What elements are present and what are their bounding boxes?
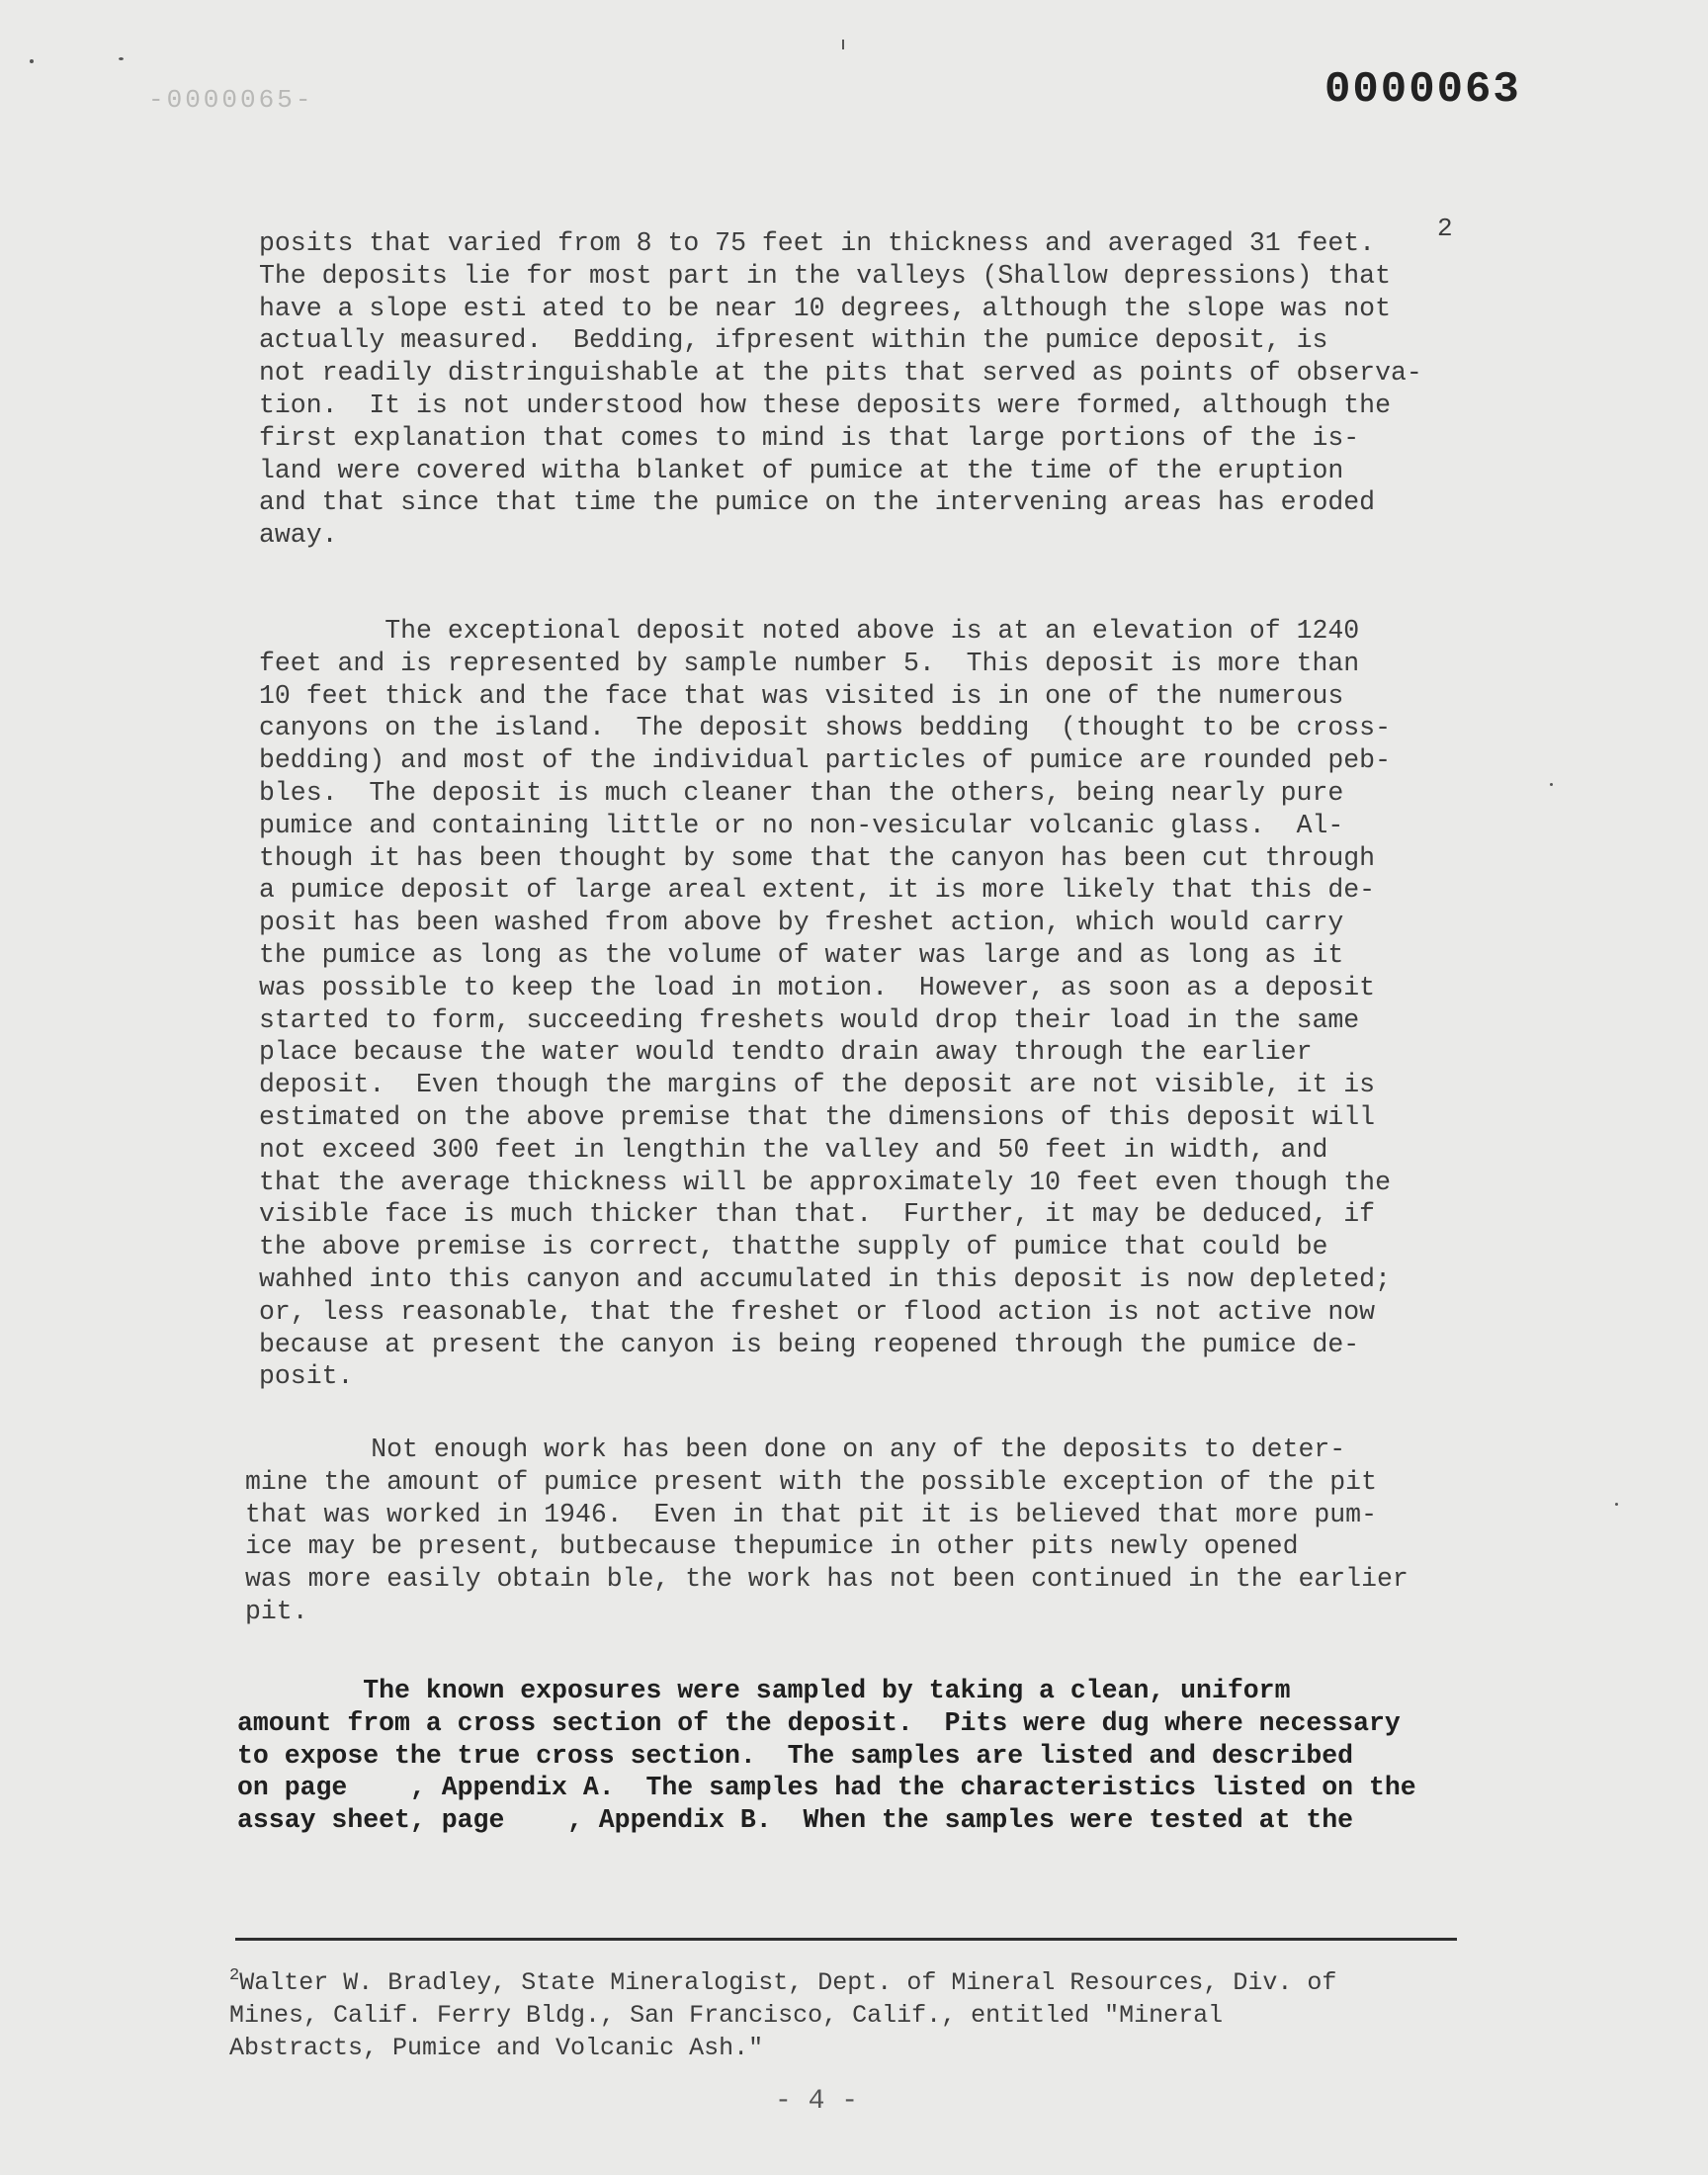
scan-speck: [30, 59, 34, 63]
text-line: mine the amount of pumice present with the possible exception of the pit: [245, 1466, 1377, 1497]
text-line: visible face is much thicker than that. Further, it may be deduced, if: [259, 1199, 1376, 1230]
text-line: pit.: [245, 1596, 308, 1626]
text-line: posit has been washed from above by freshet action, which would carry: [259, 908, 1344, 938]
text-line: though it has been thought by some that the canyon has been cut through: [259, 842, 1376, 873]
text-line: was possible to keep the load in motion. However, as soon as a deposit: [259, 972, 1376, 1002]
text-line: because at present the canyon is being reopened through the pumice de-: [259, 1329, 1360, 1359]
paragraph-4: [237, 1675, 1473, 1837]
footnote-line-3: Abstracts, Pumice and Volcanic Ash.": [229, 2034, 764, 2062]
text-line: actually measured. Bedding, ifpresent within the pumice deposit, is: [259, 325, 1328, 356]
text-line: land were covered witha blanket of pumice at the time of the eruption: [259, 455, 1344, 485]
text-line: started to form, succeeding freshets would drop their load in the same: [259, 1004, 1360, 1035]
text-line: not exceed 300 feet in lengthin the valley and 50 feet in width, and: [259, 1134, 1328, 1165]
text-line: not readily distringuishable at the pits that served as points of observa-: [259, 358, 1422, 389]
document-number: 0000063: [1324, 65, 1521, 115]
text-line: 10 feet thick and the face that was visited is in one of the numerous: [259, 680, 1344, 711]
text-line: The known exposures were sampled by taking a clean, uniform: [237, 1676, 1291, 1705]
footnote-reference: 2: [1437, 214, 1453, 243]
text-line: feet and is represented by sample number 5. This deposit is more than: [259, 648, 1360, 678]
text-line: wahhed into this canyon and accumulated in this deposit is now depleted;: [259, 1263, 1391, 1294]
text-line: that the average thickness will be approximately 10 feet even though the: [259, 1167, 1391, 1197]
footnote-line-1: $^2$Walter W. Bradley, State Mineralogist, Dept. of Mineral Resources, Div. of: [229, 1966, 1337, 1997]
text-line: the pumice as long as the volume of water was large and as long as it: [259, 939, 1344, 970]
text-line: bles. The deposit is much cleaner than the others, being nearly pure: [259, 777, 1344, 808]
text-line: to expose the true cross section. The samples are listed and described: [237, 1740, 1354, 1771]
text-line: was more easily obtain ble, the work has not been continued in the earlier: [245, 1564, 1409, 1595]
paragraph-3: [245, 1434, 1481, 1628]
text-line: a pumice deposit of large areal extent, it is more likely that this de-: [259, 875, 1376, 906]
text-line: first explanation that comes to mind is that large portions of the is-: [259, 422, 1360, 453]
text-line: ice may be present, butbecause thepumice in other pits newly opened: [245, 1531, 1299, 1562]
text-line: and that since that time the pumice on the intervening areas has eroded: [259, 487, 1376, 518]
text-line: posit.: [259, 1361, 354, 1392]
footnote: [229, 1959, 1475, 2064]
footnote-line-2: Mines, Calif. Ferry Bldg., San Francisco, Calif., entitled "Mineral: [229, 2001, 1224, 2030]
text-line: or, less reasonable, that the freshet or flood action is not active now: [259, 1296, 1376, 1327]
scan-speck: [1550, 783, 1553, 786]
text-line: pumice and containing little or no non-vesicular volcanic glass. Al-: [259, 810, 1344, 840]
footnote-divider: [235, 1938, 1457, 1941]
paragraph-2: [259, 615, 1494, 1393]
text-line: place because the water would tendto drain away through the earlier: [259, 1037, 1313, 1068]
text-line: amount from a cross section of the deposit. Pits were dug where necessary: [237, 1707, 1401, 1738]
text-line: the above premise is correct, thatthe supply of pumice that could be: [259, 1232, 1328, 1262]
text-line: The deposits lie for most part in the valleys (Shallow depressions) that: [259, 260, 1391, 291]
text-line: assay sheet, page , Appendix B. When the samples were tested at the: [237, 1805, 1354, 1836]
text-line: estimated on the above premise that the dimensions of this deposit will: [259, 1101, 1376, 1132]
paragraph-1: [259, 227, 1494, 552]
text-line: on page , Appendix A. The samples had the characteristics listed on the: [237, 1773, 1416, 1803]
text-line: bedding) and most of the individual particles of pumice are rounded peb-: [259, 745, 1391, 776]
text-line: away.: [259, 520, 338, 551]
text-line: The exceptional deposit noted above is at an elevation of 1240: [259, 616, 1360, 646]
text-line: Not enough work has been done on any of the deposits to deter-: [245, 1435, 1346, 1464]
text-line: have a slope esti ated to be near 10 degrees, although the slope was not: [259, 293, 1391, 323]
page-number: - 4 -: [775, 2086, 859, 2117]
text-line: tion. It is not understood how these deposits were formed, although the: [259, 390, 1391, 420]
text-line: that was worked in 1946. Even in that pit it is believed that more pum-: [245, 1499, 1377, 1529]
text-line: canyons on the island. The deposit shows bedding (thought to be cross-: [259, 713, 1391, 743]
faint-stamp-text: -0000065-: [148, 85, 314, 115]
scan-speck: [119, 57, 124, 60]
scan-speck: [842, 40, 844, 49]
text-line: deposit. Even though the margins of the deposit are not visible, it is: [259, 1070, 1376, 1100]
text-line: posits that varied from 8 to 75 feet in thickness and averaged 31 feet.: [259, 228, 1376, 258]
scan-speck: [1615, 1503, 1618, 1506]
footnote-marker: 2: [229, 1966, 240, 1985]
